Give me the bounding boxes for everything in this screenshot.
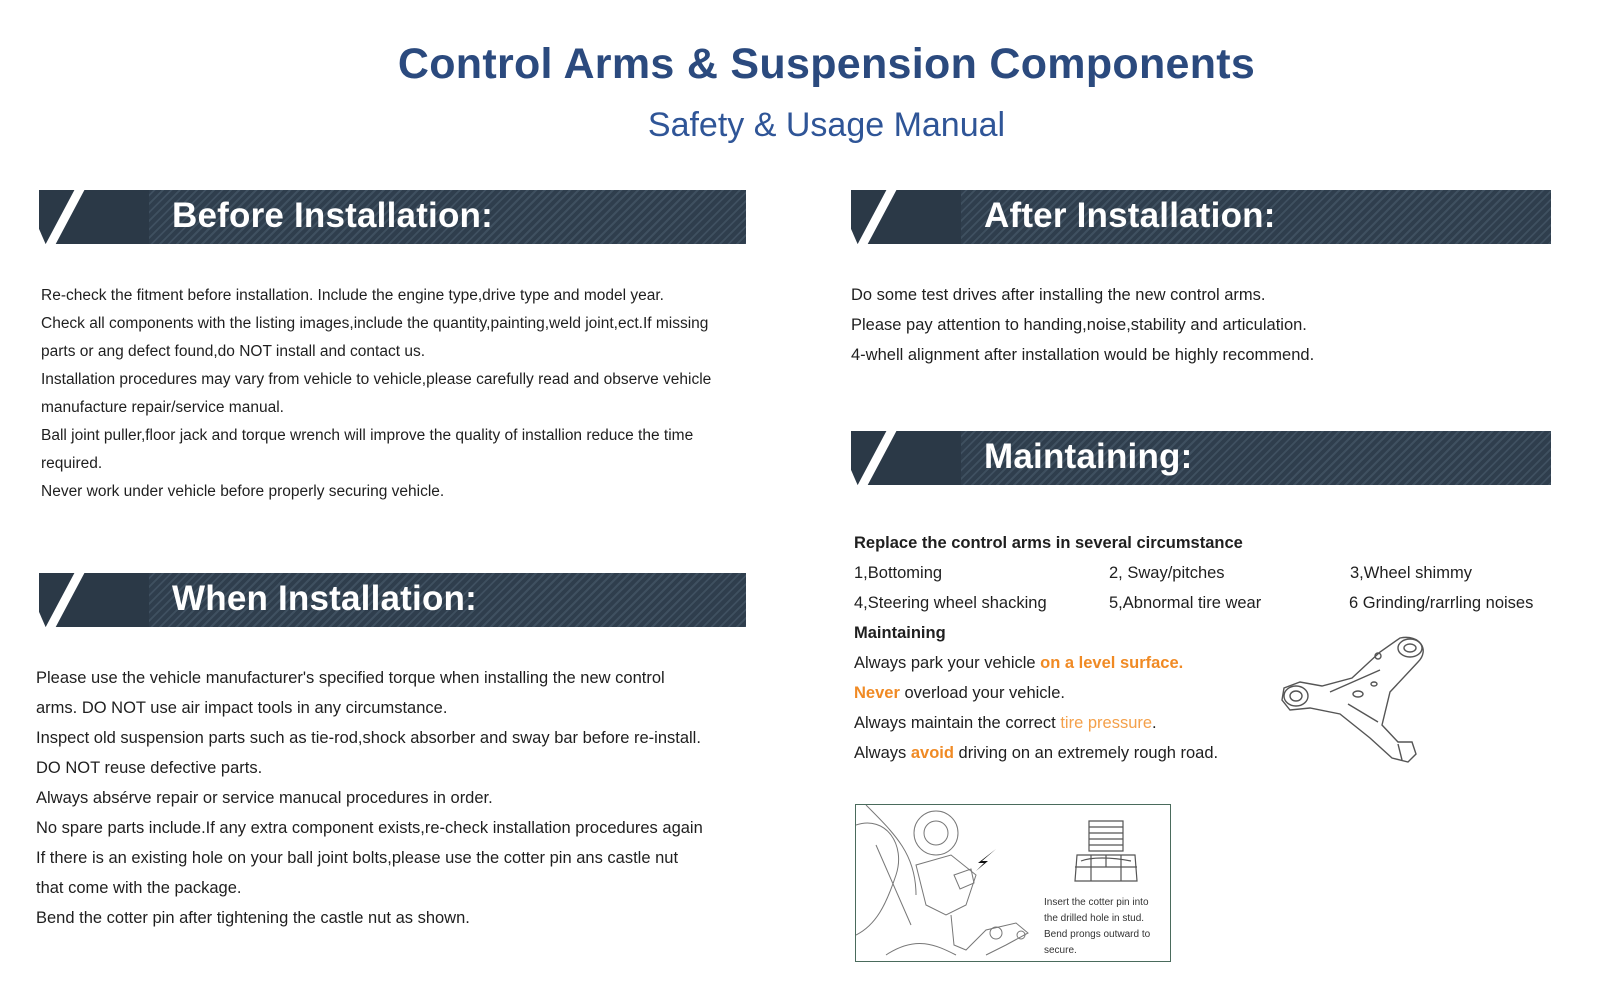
page-title: Control Arms & Suspension Components (397, 40, 1256, 88)
before-line: Check all components with the listing images,include the quantity,painting,weld joint,ect.If missing (41, 315, 709, 332)
when-line: Always absérve repair or service manucal procedures in order. (36, 789, 493, 807)
when-line: Please use the vehicle manufacturer's specified torque when installing the new control (36, 669, 665, 687)
control-arm-illustration (1270, 630, 1440, 775)
when-installation-text (36, 663, 766, 933)
before-installation-banner (39, 190, 746, 246)
tip-text: Always (854, 744, 911, 762)
when-line: Inspect old suspension parts such as tie-rod,shock absorber and sway bar before re-install. (36, 729, 701, 747)
before-installation-text (41, 282, 761, 506)
circumstance-item: 4,Steering wheel shacking (854, 594, 1047, 612)
before-line: manufacture repair/service manual. (41, 399, 284, 416)
tip-text: overload your vehicle. (899, 684, 1065, 702)
replace-title: Replace the control arms in several circumstance (854, 534, 1243, 552)
tip-text: Always maintain the correct (854, 714, 1061, 732)
after-line: Please pay attention to handing,noise,stability and articulation. (851, 316, 1307, 334)
circumstance-item: 1,Bottoming (854, 564, 943, 582)
before-line: Never work under vehicle before properly securing vehicle. (41, 483, 445, 500)
before-line: required. (41, 455, 103, 472)
knuckle-illustration (856, 805, 1041, 961)
before-line: parts or ang defect found,do NOT install and contact us. (41, 343, 425, 360)
before-line: Re-check the fitment before installation. Include the engine type,drive type and model year. (41, 287, 664, 304)
tip-highlight: on a level surface. (1040, 654, 1184, 672)
arrow-icon (976, 849, 996, 871)
caption-line: the drilled hole in stud. (1044, 913, 1145, 924)
maintaining-subtitle: Maintaining (854, 624, 946, 642)
tip-highlight: tire pressure (1060, 714, 1153, 732)
circumstance-item: 2, Sway/pitches (1109, 564, 1225, 582)
when-installation-banner (39, 573, 746, 629)
before-line: Installation procedures may vary from vehicle to vehicle,please carefully read and observe vehicle (41, 371, 712, 388)
when-line: No spare parts include.If any extra component exists,re-check installation procedures again (36, 819, 703, 837)
circumstance-item: 5,Abnormal tire wear (1109, 594, 1262, 612)
after-installation-banner (851, 190, 1551, 246)
after-installation-heading: After Installation: (984, 196, 1276, 235)
tip-text: driving on an extremely rough road. (953, 744, 1219, 762)
after-line: 4-whell alignment after installation would be highly recommend. (851, 346, 1315, 364)
tip-text: Always park your vehicle (854, 654, 1041, 672)
after-installation-text (851, 280, 1551, 370)
page-subtitle: Safety & Usage Manual (647, 106, 1006, 144)
when-line: If there is an existing hole on your ball joint bolts,please use the cotter pin ans castle nut (36, 849, 679, 867)
when-line: Bend the cotter pin after tightening the castle nut as shown. (36, 909, 470, 927)
when-line: DO NOT reuse defective parts. (36, 759, 263, 777)
tip-highlight: Never (854, 684, 900, 702)
after-line: Do some test drives after installing the new control arms. (851, 286, 1266, 304)
maintaining-banner (851, 431, 1551, 487)
castle-nut-illustration (1071, 811, 1141, 891)
figure-caption (1044, 895, 1169, 959)
when-line: arms. DO NOT use air impact tools in any circumstance. (36, 699, 448, 717)
caption-line: secure. (1044, 945, 1077, 956)
tip-highlight: avoid (910, 744, 954, 762)
before-line: Ball joint puller,floor jack and torque wrench will improve the quality of installion reduce the time (41, 427, 694, 444)
tip-text: . (1152, 714, 1157, 732)
when-installation-heading: When Installation: (172, 579, 477, 618)
cotter-pin-figure (855, 804, 1171, 962)
caption-line: Insert the cotter pin into (1044, 897, 1149, 908)
when-line: that come with the package. (36, 879, 242, 897)
tip-line (854, 714, 1157, 733)
caption-line: Bend prongs outward to (1044, 929, 1151, 940)
maintaining-heading: Maintaining: (984, 437, 1193, 476)
tip-line (854, 744, 1218, 763)
before-installation-heading: Before Installation: (172, 196, 493, 235)
tip-line (854, 654, 1183, 673)
circumstance-item: 3,Wheel shimmy (1350, 564, 1472, 582)
circumstance-item: 6 Grinding/rarrling noises (1349, 594, 1534, 612)
tip-line (854, 684, 1065, 703)
